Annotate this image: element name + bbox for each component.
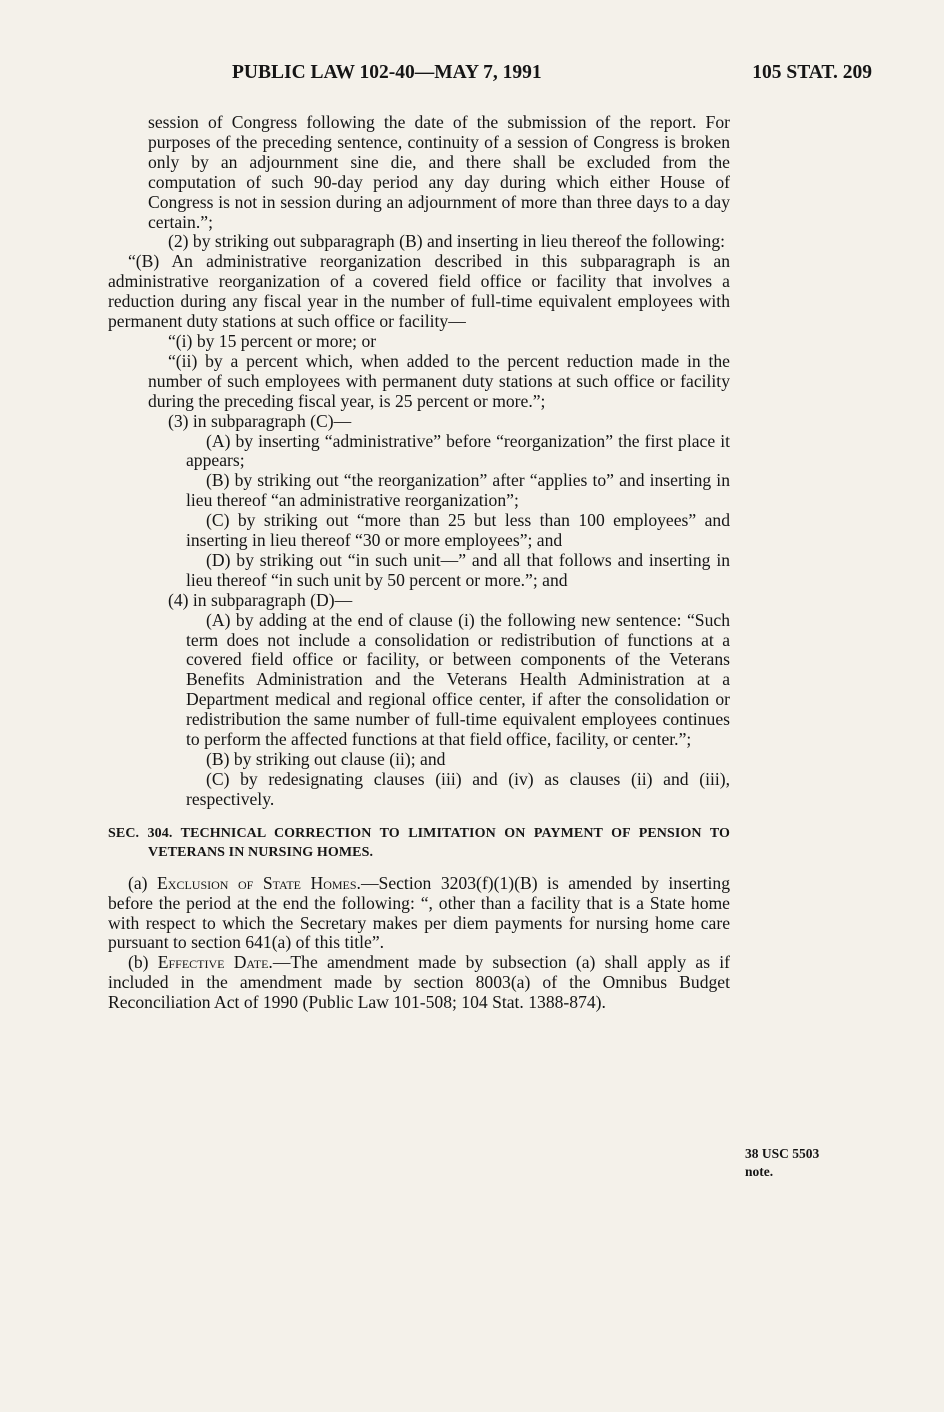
subsection-text: —Section 3203(f)(1)(B) is amended by inserting before the period at the end the following: “, other than a facility that is a State home with respect to which the Secretary makes per diem payments for nursing home care pursuant to section 641(a) of this title”. xyxy=(108,872,730,953)
paragraph: (3) in subparagraph (C)— xyxy=(168,410,352,431)
clause-item: (A) by inserting “administrative” before “reorganization” the first place it appears; xyxy=(186,430,730,471)
margin-note-line: note. xyxy=(745,1164,774,1179)
clause-item: (C) by striking out “more than 25 but less than 100 employees” and inserting in lieu thereof “30 or more employees”; and xyxy=(186,510,730,551)
paragraph: (2) by striking out subparagraph (B) and inserting in lieu thereof the following: xyxy=(168,231,726,252)
subsection-heading: Effective Date. xyxy=(157,952,273,973)
clause-item: (D) by striking out “in such unit—” and all that follows and inserting in lieu thereof “in such unit by 50 percent or more.”; and xyxy=(186,549,730,590)
subsection-label: (a) xyxy=(128,872,158,893)
clause-item: (B) by striking out “the reorganization” after “applies to” and inserting in lieu thereof “an administrative reorganization”; xyxy=(186,470,730,511)
running-title: PUBLIC LAW 102-40—MAY 7, 1991 xyxy=(232,62,542,83)
subsection-a xyxy=(108,874,730,954)
paragraph: “(B) An administrative reorganization described in this subparagraph is an administrative reorganization of a covered field office or facility that involves a reduction during any fiscal year in the number of full-time equivalent employees with permanent duty stations at such office or facility— xyxy=(108,251,730,332)
clause-item: “(i) by 15 percent or more; or xyxy=(168,330,377,351)
document-body xyxy=(108,113,730,1013)
clause-item: (C) by redesignating clauses (iii) and (iv) as clauses (ii) and (iii), respectively. xyxy=(186,768,730,809)
subsection-b xyxy=(108,953,730,1013)
paragraph: (4) in subparagraph (D)— xyxy=(168,589,353,610)
clause-item: (B) by striking out clause (ii); and xyxy=(206,749,446,769)
subsection-label: (b) xyxy=(128,952,158,973)
paragraph: session of Congress following the date of the submission of the report. For purposes of the preceding sentence, continuity of a session of Congress is broken only by an adjournment sine die, and there shall be excluded from the computation of such 90-day period any day during which either House of Congress is not in session during an adjournment of more than three days to a day certain.”; xyxy=(148,112,730,232)
margin-note-line: 38 USC 5503 xyxy=(745,1146,820,1161)
margin-citation-note xyxy=(745,1145,819,1181)
section-heading: SEC. 304. TECHNICAL CORRECTION TO LIMITATION ON PAYMENT OF PENSION TO VETERANS IN NURSING HOMES. xyxy=(108,825,730,860)
clause-item: (A) by adding at the end of clause (i) the following new sentence: “Such term does not include a consolidation or redistribution of functions at a covered field office or facility, or between components of the Veterans Benefits Administration and the Veterans Health Administration at a Department medical and regional office center, if after the consolidation or redistribution the same number of full-time equivalent employees continues to perform the affected functions at that field office, facility, or center.”; xyxy=(186,609,730,750)
clause-item: “(ii) by a percent which, when added to the percent reduction made in the number of such employees with permanent duty stations at such office or facility during the preceding fiscal year, is 25 percent or more.”; xyxy=(148,350,730,411)
subsection-text: —The amendment made by subsection (a) shall apply as if included in the amendment made by section 8003(a) of the Omnibus Budget Reconciliation Act of 1990 (Public Law 101-508; 104 Stat. 1388-874). xyxy=(108,952,730,1013)
stat-page-number: 105 STAT. 209 xyxy=(752,62,872,83)
page-header xyxy=(108,62,872,92)
subsection-heading: Exclusion of State Homes. xyxy=(157,872,361,893)
